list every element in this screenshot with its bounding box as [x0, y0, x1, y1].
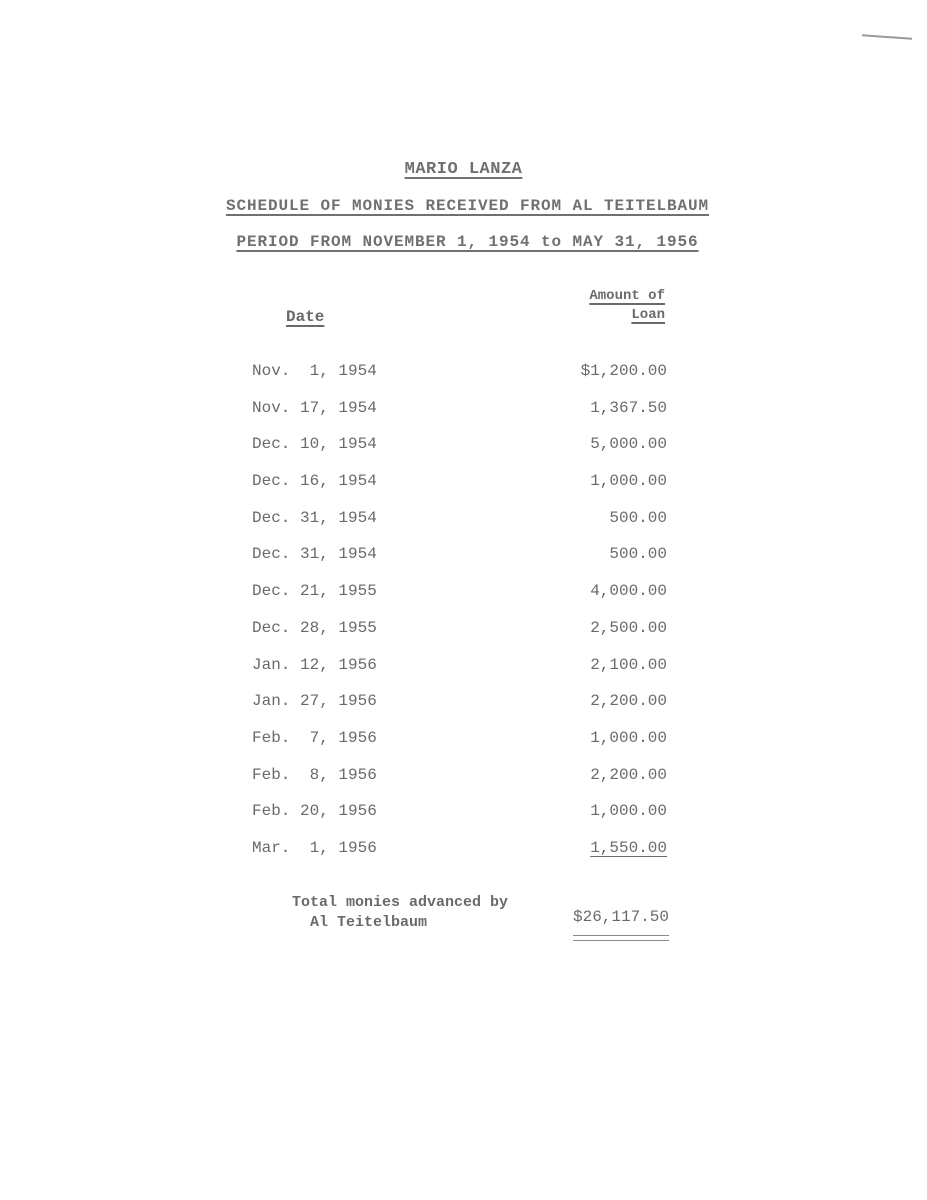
row-date: Dec. 21, 1955 — [252, 582, 377, 601]
total-label — [292, 893, 508, 933]
row-amount: 1,000.00 — [590, 802, 667, 821]
date-column-header: Date — [286, 308, 325, 326]
row-amount: 2,200.00 — [590, 765, 667, 784]
total-label-line1: Total monies advanced by — [292, 894, 509, 911]
total-label-line2: Al Teitelbaum — [292, 914, 428, 931]
row-date: Dec. 31, 1954 — [252, 545, 377, 564]
schedule-heading: SCHEDULE OF MONIES RECEIVED FROM AL TEITELBAUM — [225, 197, 710, 215]
row-date: Dec. 28, 1955 — [252, 618, 377, 637]
table-row — [252, 619, 667, 656]
table-row — [252, 435, 667, 472]
row-date: Feb. 7, 1956 — [252, 728, 377, 747]
table-row — [252, 839, 667, 876]
row-amount: 1,000.00 — [590, 728, 667, 747]
table-row — [252, 802, 667, 839]
total-double-underline — [573, 935, 669, 941]
table-row — [252, 582, 667, 619]
row-amount: $1,200.00 — [580, 362, 667, 380]
row-date: Dec. 10, 1954 — [252, 435, 377, 454]
amount-header-line1: Amount of — [589, 288, 665, 304]
row-amount: 2,100.00 — [590, 655, 667, 674]
table-row — [252, 729, 667, 766]
row-date: Nov. 1, 1954 — [252, 362, 377, 380]
table-row — [252, 399, 667, 436]
table-row — [252, 545, 667, 582]
row-amount: 500.00 — [609, 508, 667, 527]
row-amount: 4,000.00 — [590, 582, 667, 601]
total-amount: $26,117.50 — [572, 908, 669, 926]
row-amount: 1,550.00 — [590, 838, 667, 857]
row-amount: 2,500.00 — [590, 618, 667, 637]
table-row — [252, 509, 667, 546]
loan-table — [252, 362, 667, 876]
table-row — [252, 472, 667, 509]
row-date: Mar. 1, 1956 — [252, 838, 377, 857]
document-title: MARIO LANZA — [404, 160, 523, 179]
row-date: Jan. 27, 1956 — [252, 692, 377, 711]
row-amount: 1,367.50 — [590, 398, 667, 417]
table-row — [252, 362, 667, 399]
row-date: Dec. 31, 1954 — [252, 508, 377, 527]
amount-column-header — [589, 287, 665, 325]
row-date: Jan. 12, 1956 — [252, 655, 377, 674]
row-amount: 2,200.00 — [590, 692, 667, 711]
scan-mark — [862, 34, 912, 39]
row-date: Feb. 20, 1956 — [252, 802, 377, 821]
row-amount: 1,000.00 — [590, 472, 667, 491]
amount-header-line2: Loan — [631, 307, 665, 323]
row-date: Feb. 8, 1956 — [252, 765, 377, 784]
row-date: Nov. 17, 1954 — [252, 398, 377, 417]
table-row — [252, 692, 667, 729]
period-heading: PERIOD FROM NOVEMBER 1, 1954 to MAY 31, 1956 — [236, 233, 699, 251]
table-row — [252, 656, 667, 693]
row-amount: 500.00 — [609, 545, 667, 564]
row-amount: 5,000.00 — [590, 435, 667, 454]
table-row — [252, 766, 667, 803]
row-date: Dec. 16, 1954 — [252, 472, 377, 491]
